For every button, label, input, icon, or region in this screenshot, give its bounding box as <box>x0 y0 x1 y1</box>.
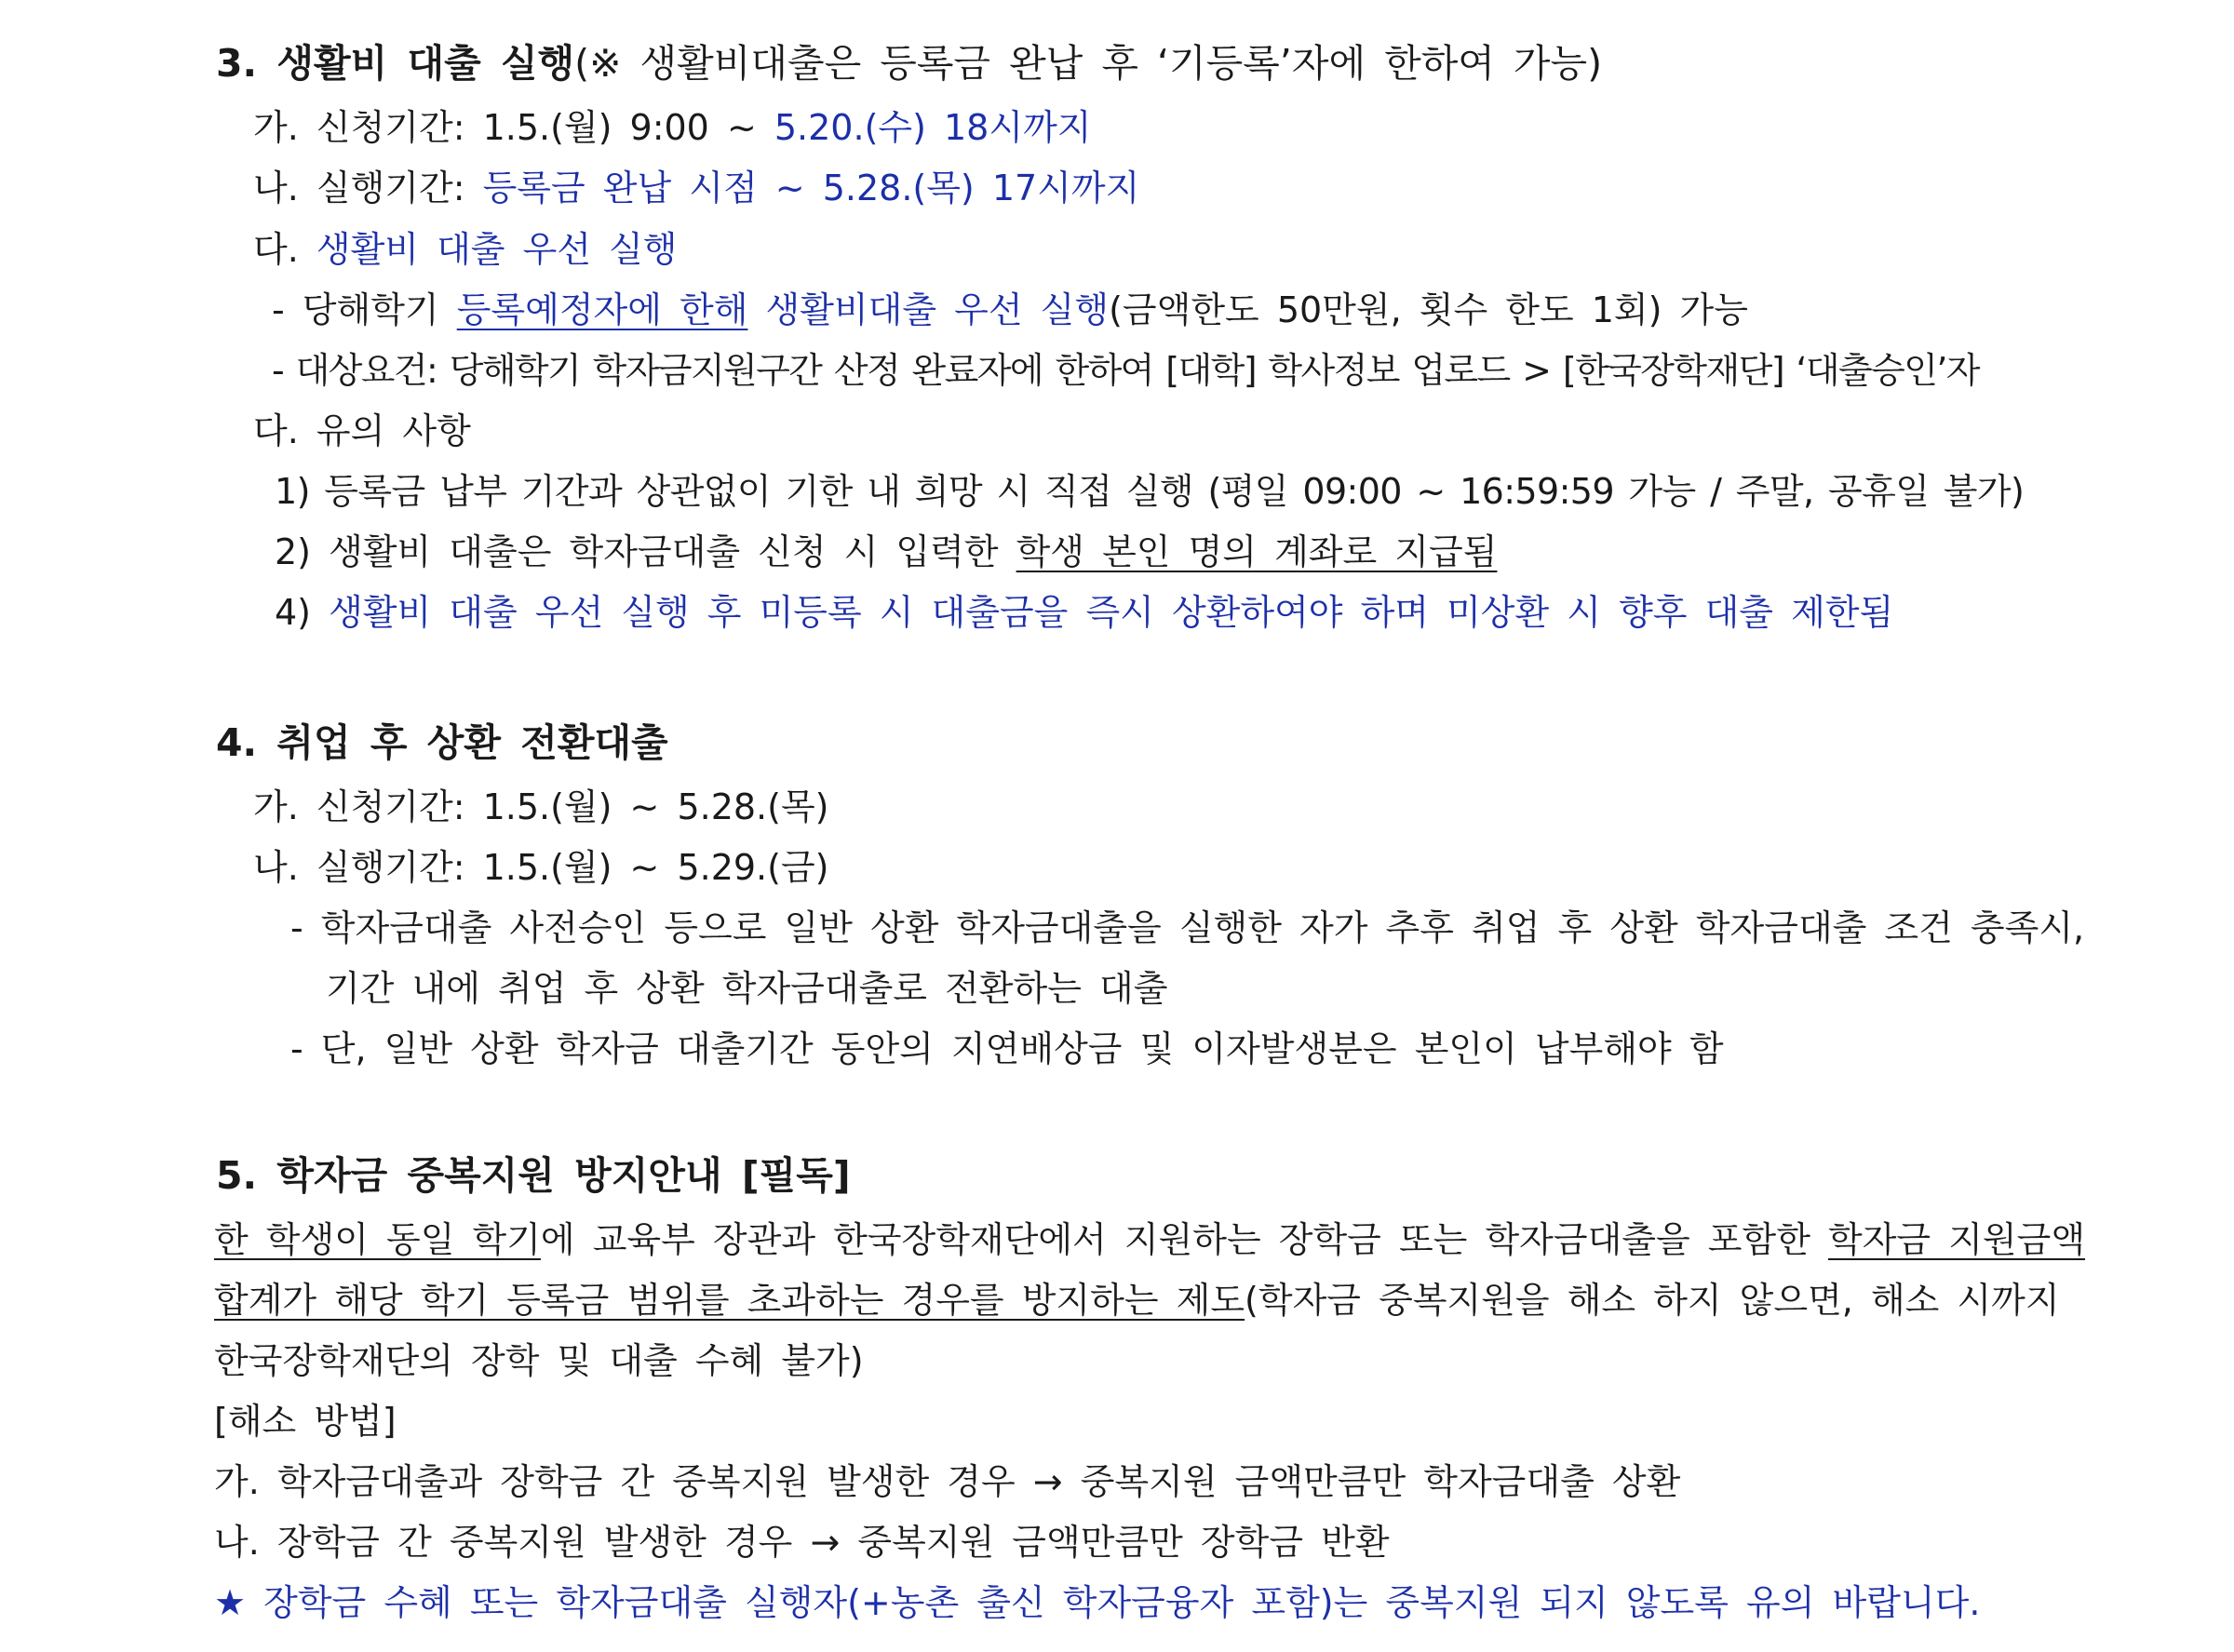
s5-p2-underlined: 합계가 해당 학기 등록금 범위를 초과하는 경우를 방지하는 제도 <box>214 1280 1245 1321</box>
section3-title: 3. 생활비 대출 실행 <box>216 41 575 86</box>
s3-priority-detail <box>272 289 1748 330</box>
s3-priority-detail-suffix: (금액한도 50만원, 횟수 한도 1회) 가능 <box>1109 289 1748 330</box>
s3-priority-detail-blue: 생활비대출 우선 실행 <box>747 289 1110 330</box>
section4-heading: 4. 취업 후 상환 전환대출 <box>216 720 668 765</box>
s3-apply-period <box>253 107 1092 148</box>
s4-apply-period: 가. 신청기간: 1.5.(월) ~ 5.28.(목) <box>253 786 829 827</box>
s3-priority-detail-prefix: - 당해학기 <box>272 289 457 330</box>
s5-notice: ★ 장학금 수혜 또는 학자금대출 실행자(+농촌 출신 학자금융자 포함)는 중복지원 되지 않도록 유의 바랍니다. <box>214 1582 1981 1623</box>
s3-priority-detail-underlined: 등록예정자에 한해 <box>456 289 748 330</box>
s3-exec-period-value: 등록금 완납 시점 ~ 5.28.(목) 17시까지 <box>482 168 1140 208</box>
s5-paragraph-line2 <box>214 1280 2060 1321</box>
s5-paragraph-line1 <box>214 1219 2086 1260</box>
s4-description-line1: - 학자금대출 사전승인 등으로 일반 상환 학자금대출을 실행한 자가 추후 취업 후 상환 학자금대출 조건 충족시, <box>290 907 2085 948</box>
s3-note-4-marker: 4) <box>275 592 330 633</box>
s3-priority-exec <box>253 229 678 270</box>
s3-apply-period-deadline: 5.20.(수) 18시까지 <box>774 107 1092 148</box>
section3-note: (※ 생활비대출은 등록금 완납 후 ‘기등록’자에 한하여 가능) <box>574 41 1603 86</box>
s5-method-heading: [해소 방법] <box>214 1401 397 1442</box>
s5-paragraph-line3: 한국장학재단의 장학 및 대출 수혜 불가) <box>214 1340 864 1381</box>
s5-p1-underlined-b: 학자금 지원금액 <box>1828 1219 2086 1260</box>
section5-heading: 5. 학자금 중복지원 방지안내 [필독] <box>216 1153 851 1198</box>
s5-method-a: 가. 학자금대출과 장학금 간 중복지원 발생한 경우 → 중복지원 금액만큼만 학자금대출 상환 <box>214 1461 1681 1502</box>
s3-eligibility: - 대상요건: 당해학기 학자금지원구간 산정 완료자에 한하여 [대학] 학사정보 업로드 > [한국장학재단] ‘대출승인’자 <box>272 350 1979 391</box>
s5-p1-underlined-a: 한 학생이 동일 학기 <box>214 1219 541 1260</box>
s3-note-2 <box>275 531 1498 572</box>
s3-exec-period-label: 나. 실행기간: <box>253 168 483 208</box>
s3-note-4 <box>275 592 1894 633</box>
s4-description-line2: 기간 내에 취업 후 상환 학자금대출로 전환하는 대출 <box>326 968 1168 1009</box>
section3-heading <box>216 41 1603 86</box>
s5-p1-mid: 에 교육부 장관과 한국장학재단에서 지원하는 장학금 또는 학자금대출을 포함한 <box>540 1219 1828 1260</box>
s3-notes-heading: 다. 유의 사항 <box>253 410 471 451</box>
s3-apply-period-label: 가. 신청기간: 1.5.(월) 9:00 ~ <box>253 107 774 148</box>
s3-note-2-underlined: 학생 본인 명의 계좌로 지급됨 <box>1016 531 1498 572</box>
s3-note-1: 1) 등록금 납부 기간과 상관없이 기한 내 희망 시 직접 실행 (평일 09:00 ~ 16:59:59 가능 / 주말, 공휴일 불가) <box>275 471 2025 512</box>
s4-exec-period: 나. 실행기간: 1.5.(월) ~ 5.29.(금) <box>253 847 829 888</box>
s3-priority-exec-marker: 다. <box>253 229 316 270</box>
s3-note-2-prefix: 2) 생활비 대출은 학자금대출 신청 시 입력한 <box>275 531 1016 572</box>
s5-p2-suffix: (학자금 중복지원을 해소 하지 않으면, 해소 시까지 <box>1245 1280 2060 1321</box>
s3-note-4-text: 생활비 대출 우선 실행 후 미등록 시 대출금을 즉시 상환하여야 하며 미상환 시 향후 대출 제한됨 <box>329 592 1894 633</box>
s5-method-b: 나. 장학금 간 중복지원 발생한 경우 → 중복지원 금액만큼만 장학금 반환 <box>214 1522 1390 1563</box>
s3-priority-exec-text: 생활비 대출 우선 실행 <box>316 229 678 270</box>
s3-exec-period <box>253 170 1139 206</box>
s4-caveat: - 단, 일반 상환 학자금 대출기간 동안의 지연배상금 및 이자발생분은 본인이 납부해야 함 <box>290 1028 1724 1069</box>
